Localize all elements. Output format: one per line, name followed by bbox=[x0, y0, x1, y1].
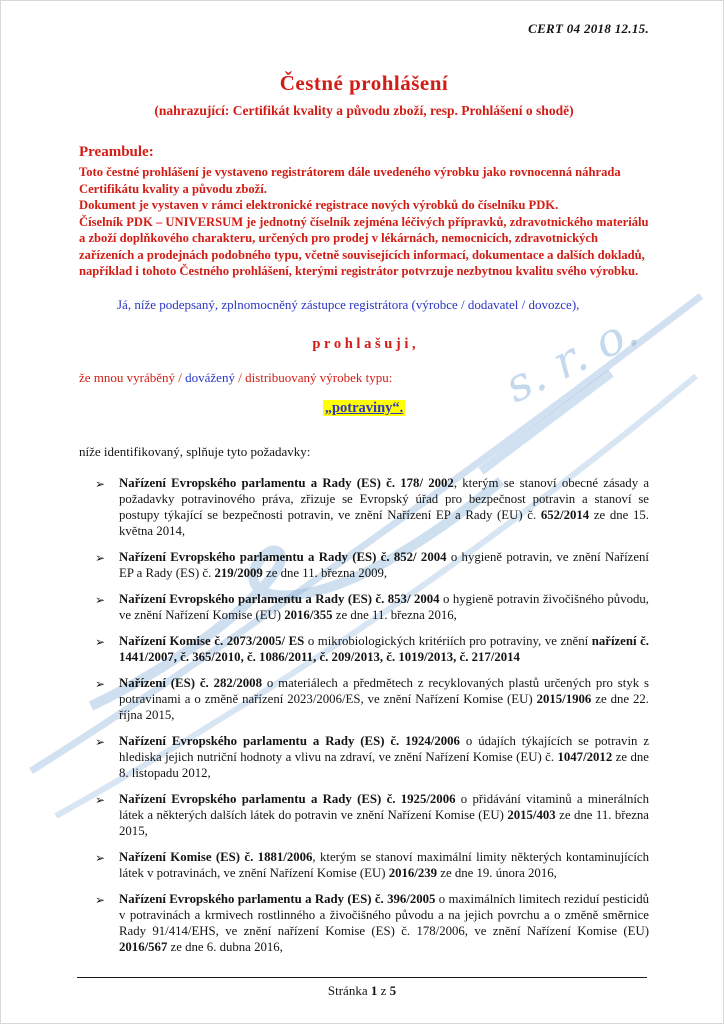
arrow-bullet-icon: ➢ bbox=[95, 676, 106, 691]
list-item-text bbox=[119, 475, 649, 539]
text-segment: Nařízení Evropského parlamentu a Rady (ES) č. 852/ 2004 bbox=[119, 549, 447, 564]
arrow-bullet-icon: ➢ bbox=[95, 592, 106, 607]
text-segment: ze dne 19. února 2016, bbox=[437, 865, 557, 880]
arrow-bullet-icon: ➢ bbox=[95, 476, 106, 491]
text-segment: Nařízení Komise č. 2073/2005/ ES bbox=[119, 633, 305, 648]
text-segment: 2015/1906 bbox=[536, 691, 592, 706]
arrow-bullet-icon: ➢ bbox=[95, 550, 106, 565]
text-segment: Stránka bbox=[327, 983, 371, 998]
list-item bbox=[95, 891, 649, 955]
list-item bbox=[95, 675, 649, 723]
text-segment: o mikrobiologických kritériích pro potraviny, ve znění bbox=[304, 633, 592, 648]
list-item-text bbox=[119, 549, 649, 581]
list-item bbox=[95, 549, 649, 581]
declaration-verb: p r o h l a š u j i , bbox=[312, 335, 416, 352]
text-segment: ze dne 22. října 2015, bbox=[119, 691, 649, 722]
list-item-text bbox=[119, 891, 649, 955]
text-segment: 2016/239 bbox=[388, 865, 438, 880]
list-item bbox=[95, 733, 649, 781]
list-item bbox=[95, 849, 649, 881]
text-segment: , kterým se stanoví maximální limity některých kontaminujících látek v potravinách, ve znění Nařízení Komise (EU) bbox=[119, 849, 649, 880]
list-item-text bbox=[119, 849, 649, 881]
preambule-paragraph: Dokument je vystaven v rámci elektronické registrace nových výrobků do číselníku PDK. bbox=[79, 198, 559, 212]
product-type-line bbox=[79, 370, 649, 386]
text-segment: Nařízení Evropského parlamentu a Rady (ES) č. 1924/2006 bbox=[119, 733, 460, 748]
text-segment: 2016/567 bbox=[119, 939, 168, 954]
text-segment: ze dne 6. dubna 2016, bbox=[167, 939, 283, 954]
preambule-heading: Preambule: bbox=[79, 144, 154, 160]
list-item bbox=[95, 633, 649, 665]
page-content bbox=[1, 1, 723, 955]
arrow-bullet-icon: ➢ bbox=[95, 634, 106, 649]
text-segment: nařízení č. 1441/2007, č. 365/2010, č. 1086/2011, č. 209/2013, č. 1019/2013, č. 217/2014 bbox=[119, 633, 649, 664]
text-segment: ze dne 11. března 2015, bbox=[119, 807, 649, 838]
text-segment: z bbox=[377, 983, 390, 998]
text-segment: / distribuovaný výrobek typu: bbox=[238, 369, 393, 385]
preambule-paragraph: Toto čestné prohlášení je vystaveno registrátorem dále uvedeného výrobku jako rovnocenná náhrada Certifikátu kvality a původu zboží. bbox=[79, 165, 621, 196]
text-segment: ze dne 11. března 2016, bbox=[332, 607, 457, 622]
list-item-text bbox=[119, 633, 649, 665]
list-item bbox=[95, 475, 649, 539]
arrow-bullet-icon: ➢ bbox=[95, 734, 106, 749]
product-type-highlight: „potraviny“. bbox=[324, 399, 404, 416]
text-segment: o přidávání vitaminů a minerálních látek a některých dalších látek do potravin ve znění Nařízení Komise (EU) bbox=[119, 791, 650, 822]
list-item-text bbox=[119, 675, 649, 723]
text-segment: Nařízení (ES) č. 282/2008 bbox=[119, 675, 262, 690]
text-segment: 219/2009 bbox=[214, 565, 263, 580]
preambule-paragraph: Číselník PDK – UNIVERSUM je jednotný číselník zejména léčivých přípravků, zdravotnického materiálu a zboží doplňkového charakteru, určených pro prodej v lékárnách, nemocnicích, zdravotnických zařízeních a prodejnách podobného typu, včetně souvisejících informací, dokumentace a dalších dokladů, například i tohoto Čestného prohlášení, kterými registrátor potvrzuje nezbytnou kvalitu svého výrobku. bbox=[79, 214, 649, 278]
list-item bbox=[95, 591, 649, 623]
arrow-bullet-icon: ➢ bbox=[95, 792, 106, 807]
text-segment: 2015/403 bbox=[507, 807, 556, 822]
requirements-intro: níže identifikovaný, splňuje tyto požadavky: bbox=[79, 443, 311, 459]
text-segment: 1 bbox=[370, 983, 378, 998]
page-subtitle: (nahrazující: Certifikát kvality a původu zboží, resp. Prohlášení o shodě) bbox=[154, 103, 574, 118]
text-segment: , kterým se stanoví obecné zásady a požadavky potravinového práva, zřizuje se Evropský úřad pro bezpečnost potravin a stanoví se postupy týkající se bezpečnosti potravin, ve znění Nařízení EP a Rady (EU) č. bbox=[119, 475, 649, 522]
text-segment: že mnou vyráběný / bbox=[79, 369, 186, 385]
preambule-paragraphs bbox=[79, 164, 649, 280]
text-segment: 1047/2012 bbox=[557, 749, 613, 764]
page-footer bbox=[77, 977, 647, 999]
text-segment: o údajích týkajících se potravin z hlediska jejich nutriční hodnoty a vlivu na zdraví, ve znění Nařízení Komise (EU) č. bbox=[119, 733, 650, 764]
list-item bbox=[95, 791, 649, 839]
text-segment: ze dne 15. května 2014, bbox=[119, 507, 649, 538]
text-segment: Nařízení Evropského parlamentu a Rady (ES) č. 178/ 2002 bbox=[119, 475, 454, 490]
watermark: s. r. o. bbox=[496, 302, 647, 414]
regulations-list bbox=[79, 475, 649, 955]
text-segment: o hygieně potravin živočišného původu, ve znění Nařízení Komise (EU) bbox=[119, 591, 649, 622]
text-segment: o maximálních limitech reziduí pesticidů v potravinách a krmivech rostlinného a živočišného původu a na jejich povrchu a o změně směrnice Rady 91/414/EHS, ve znění nařízení Komise (ES) č. 178/2006, ve znění Nařízení Komise (EU) bbox=[119, 891, 649, 938]
text-segment: ze dne 8. listopadu 2012, bbox=[119, 749, 649, 780]
text-segment: Nařízení Komise (ES) č. 1881/2006 bbox=[119, 849, 313, 864]
list-item-text bbox=[119, 791, 649, 839]
list-item-text bbox=[119, 733, 649, 781]
text-segment: Nařízení Evropského parlamentu a Rady (ES) č. 1925/2006 bbox=[119, 791, 456, 806]
text-segment: o hygieně potravin, ve znění Nařízení EP a Rady (ES) č. bbox=[119, 549, 649, 580]
page-footer-text bbox=[328, 983, 396, 998]
text-segment: Nařízení Evropského parlamentu a Rady (ES) č. 396/2005 bbox=[119, 891, 436, 906]
list-item-text bbox=[119, 591, 649, 623]
page-title: Čestné prohlášení bbox=[279, 71, 449, 95]
text-segment: 2016/355 bbox=[284, 607, 333, 622]
text-segment: 5 bbox=[389, 983, 397, 998]
product-type-highlight-line bbox=[79, 399, 649, 417]
text-segment: dovážený bbox=[185, 369, 239, 385]
text-segment: o materiálech a předmětech z recyklovaných plastů určených pro styk s potravinami a o změně nařízení 2023/2006/ES, ve znění Nařízení Komise (EU) bbox=[119, 675, 649, 706]
doc-ref: CERT 04 2018 12.15. bbox=[528, 21, 649, 36]
declaration-intro: Já, níže podepsaný, zplnomocněný zástupce registrátora (výrobce / dodavatel / dovozce), bbox=[117, 296, 580, 312]
text-segment: 652/2014 bbox=[540, 507, 590, 522]
text-segment: Nařízení Evropského parlamentu a Rady (ES) č. 853/ 2004 bbox=[119, 591, 440, 606]
arrow-bullet-icon: ➢ bbox=[95, 850, 106, 865]
text-segment: ze dne 11. března 2009, bbox=[262, 565, 388, 580]
arrow-bullet-icon: ➢ bbox=[95, 892, 106, 907]
